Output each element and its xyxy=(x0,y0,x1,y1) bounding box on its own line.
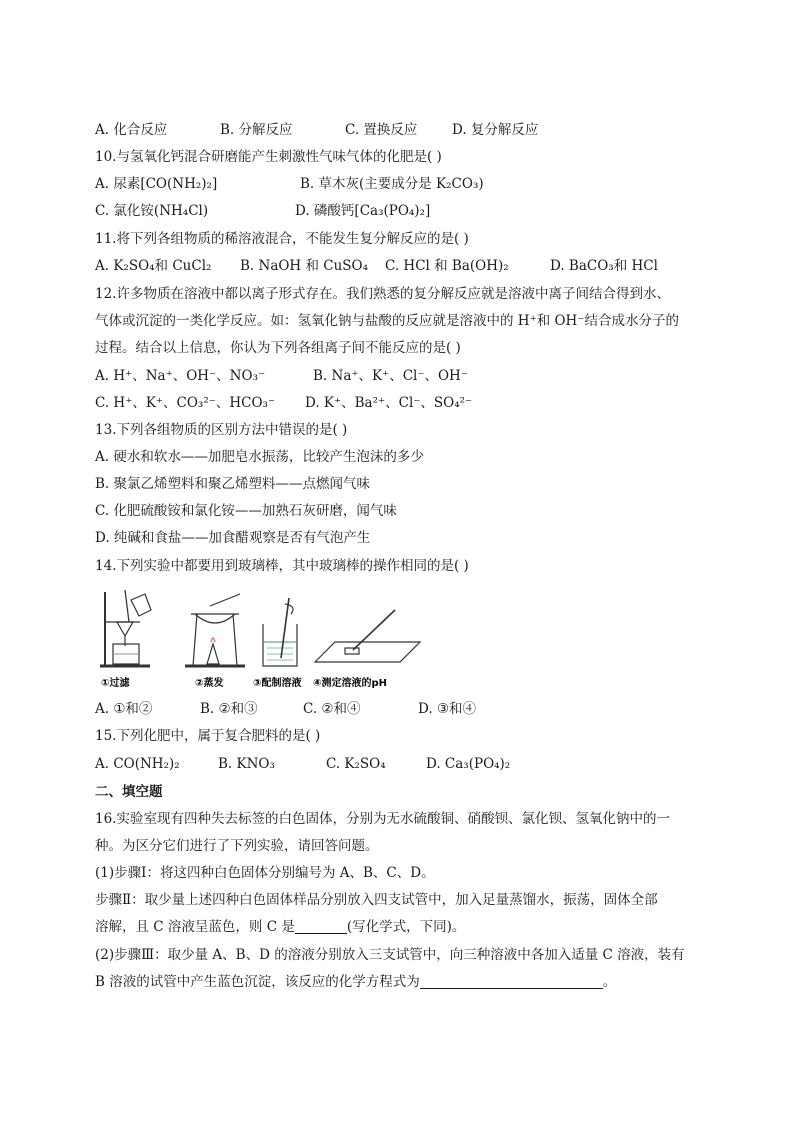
q15-options xyxy=(95,755,510,773)
q13-option-d[interactable]: D. 纯碱和食盐——加食醋观察是否有气泡产生 xyxy=(95,530,371,546)
q10-options-row1 xyxy=(95,175,484,193)
q13-stem: 13.下列各组物质的区别方法中错误的是( ) xyxy=(95,422,348,438)
q13-option-c[interactable]: C. 化肥硫酸铵和氯化铵——加熟石灰研磨，闻气味 xyxy=(95,503,397,519)
q10-stem: 10.与氢氧化钙混合研磨能产生刺激性气味气体的化肥是( ) xyxy=(95,149,442,165)
filtration-apparatus-icon xyxy=(100,590,151,666)
q11-option-b[interactable]: B. NaOH 和 CuSO₄ xyxy=(240,258,369,274)
q16-answer-blank-c[interactable] xyxy=(295,919,347,934)
q14-option-d[interactable]: D. ③和④ xyxy=(418,701,477,717)
q9-option-b[interactable]: B. 分解反应 xyxy=(220,122,293,138)
q13-option-b[interactable]: B. 聚氯乙烯塑料和聚乙烯塑料——点燃闻气味 xyxy=(95,476,371,492)
q9-option-c[interactable]: C. 置换反应 xyxy=(345,122,418,138)
caption-evaporation: ②蒸发 xyxy=(195,678,224,689)
q11-option-d[interactable]: D. BaCO₃和 HCl xyxy=(550,258,658,274)
q12-stem-line2: 气体或沉淀的一类化学反应。如：氢氧化钠与盐酸的反应就是溶液中的 H⁺和 OH⁻结合成水分子的 xyxy=(95,313,679,329)
q12-stem-line1: 12.许多物质在溶液中都以离子形式存在。我们熟悉的复分解反应就是溶液中离子间结合得到水、 xyxy=(95,286,670,302)
section-title-fill-in: 二、填空题 xyxy=(95,784,163,800)
q16-step3-text: B 溶液的试管中产生蓝色沉淀，该反应的化学方程式为 xyxy=(95,974,420,990)
q13-option-a[interactable]: A. 硬水和软水——加肥皂水振荡，比较产生泡沫的多少 xyxy=(95,449,424,465)
q14-options xyxy=(95,700,476,718)
q15-option-d[interactable]: D. Ca₃(PO₄)₂ xyxy=(426,756,511,772)
q14-stem: 14.下列实验中都要用到玻璃棒，其中玻璃棒的操作相同的是( ) xyxy=(95,558,469,574)
ph-test-apparatus-icon xyxy=(315,610,420,662)
q12-stem-line3: 过程。结合以上信息，你认为下列各组离子间不能反应的是( ) xyxy=(95,340,461,356)
q10-option-d[interactable]: D. 磷酸钙[Ca₃(PO₄)₂] xyxy=(295,203,431,219)
q16-step3-line1: (2)步骤Ⅲ：取少量 A、B、D 的溶液分别放入三支试管中，向三种溶液中各加入适量 C 溶液，装有 xyxy=(95,947,685,963)
q14-option-c[interactable]: C. ②和④ xyxy=(303,701,361,717)
q16-step2-line2 xyxy=(95,918,465,936)
caption-filtration: ①过滤 xyxy=(101,678,130,689)
q16-step3-suffix: 。 xyxy=(602,974,617,990)
q16-step1: (1)步骤Ⅰ：将这四种白色固体分别编号为 A、B、C、D。 xyxy=(95,865,435,881)
q10-option-a[interactable]: A. 尿素[CO(NH₂)₂] xyxy=(95,176,218,192)
q15-stem: 15.下列化肥中，属于复合肥料的是( ) xyxy=(95,728,321,744)
q16-answer-blank-equation[interactable] xyxy=(420,974,603,989)
evaporation-apparatus-icon xyxy=(185,594,245,666)
caption-measuring-ph: ④测定溶液的pH xyxy=(313,678,387,689)
q12-option-a[interactable]: A. H⁺、Na⁺、OH⁻、NO₃⁻ xyxy=(95,368,266,384)
q9-option-d[interactable]: D. 复分解反应 xyxy=(452,122,539,138)
q10-option-c[interactable]: C. 氯化铵(NH₄Cl) xyxy=(95,203,209,219)
q12-options-row1 xyxy=(95,367,468,385)
q11-option-a[interactable]: A. K₂SO₄和 CuCl₂ xyxy=(95,258,212,274)
q9-option-a[interactable]: A. 化合反应 xyxy=(95,122,168,138)
q14-option-a[interactable]: A. ①和② xyxy=(95,701,153,717)
q11-options xyxy=(95,257,658,275)
solution-preparation-icon xyxy=(263,598,297,666)
q15-option-a[interactable]: A. CO(NH₂)₂ xyxy=(95,756,180,772)
q9-options xyxy=(95,121,538,139)
q10-options-row2 xyxy=(95,202,430,220)
q11-stem: 11.将下列各组物质的稀溶液混合，不能发生复分解反应的是( ) xyxy=(95,231,469,247)
q16-step2-line1: 步骤Ⅱ：取少量上述四种白色固体样品分别放入四支试管中，加入足量蒸馏水，振荡，固体全部 xyxy=(95,892,658,908)
q15-option-c[interactable]: C. K₂SO₄ xyxy=(326,756,386,772)
q16-stem-line1: 16.实验室现有四种失去标签的白色固体，分别为无水硫酸铜、硝酸钡、氯化钡、氢氧化钠中的一 xyxy=(95,811,670,827)
lab-apparatus-figure xyxy=(95,584,425,694)
q12-options-row2 xyxy=(95,394,472,412)
q10-option-b[interactable]: B. 草木灰(主要成分是 K₂CO₃) xyxy=(300,176,484,192)
q12-option-b[interactable]: B. Na⁺、K⁺、Cl⁻、OH⁻ xyxy=(313,368,468,384)
q14-option-b[interactable]: B. ②和③ xyxy=(200,701,258,717)
q16-stem-line2: 种。为区分它们进行了下列实验，请回答问题。 xyxy=(95,838,379,854)
q12-option-c[interactable]: C. H⁺、K⁺、CO₃²⁻、HCO₃⁻ xyxy=(95,395,276,411)
q16-step3-line2 xyxy=(95,973,616,991)
q16-step2-text: 溶解，且 C 溶液呈蓝色，则 C 是 xyxy=(95,919,295,935)
q15-option-b[interactable]: B. KNO₃ xyxy=(218,756,275,772)
q16-step2-suffix: (写化学式，下同)。 xyxy=(346,919,466,935)
caption-preparing-solution: ③配制溶液 xyxy=(253,678,302,689)
q11-option-c[interactable]: C. HCl 和 Ba(OH)₂ xyxy=(385,258,509,274)
q12-option-d[interactable]: D. K⁺、Ba²⁺、Cl⁻、SO₄²⁻ xyxy=(305,395,473,411)
